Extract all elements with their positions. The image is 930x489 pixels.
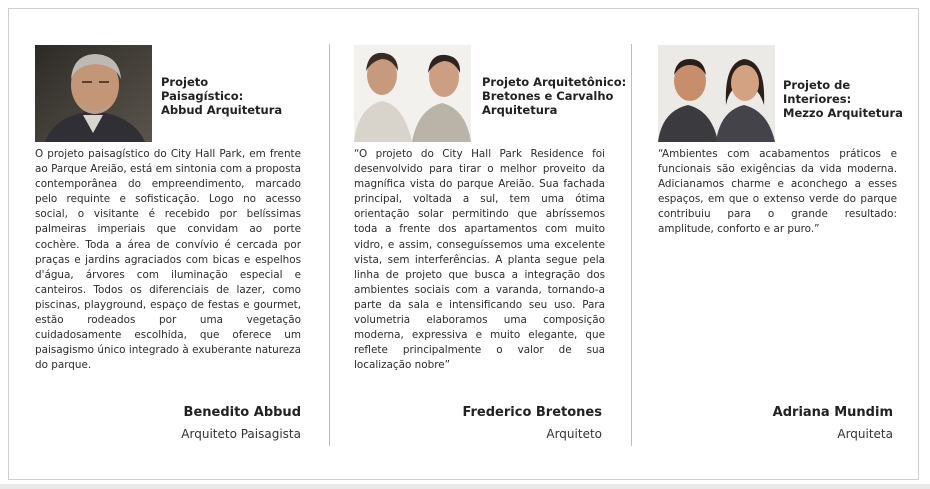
- portrait-adriana-mundim: [658, 45, 775, 142]
- portrait-benedito-abbud: [35, 45, 152, 142]
- column-body-text: “Ambientes com acabamentos práticos e funcionais são exigências da vida moderna. Adicianamos charme e aconchego a esses espaços, em que o extenso verde do parque contribuiu para o grande resultado: amplitude, conforto e ar puro.”: [658, 148, 897, 236]
- signature-role: Arquiteta: [837, 427, 893, 441]
- heading-line: Projeto Arquitetônico:: [482, 75, 627, 89]
- heading-line: Paisagístico:: [161, 89, 244, 103]
- heading-line: Bretones e Carvalho: [482, 89, 614, 103]
- heading-line: Arquitetura: [482, 103, 558, 117]
- heading-line: Projeto de: [783, 78, 851, 92]
- heading-line: Interiores:: [783, 92, 852, 106]
- column-heading: [783, 78, 903, 120]
- signature-name: Frederico Bretones: [462, 405, 602, 420]
- portrait-frederico-bretones: [354, 45, 471, 142]
- bottom-bar: [0, 484, 930, 489]
- column-body-text: O projeto paisagístico do City Hall Park, em frente ao Parque Areião, está em sintonia com a proposta contemporânea do empreendimento, marcado pelo requinte e sofisticação. Logo no acesso social, o visitante é recebido por belíssimas palmeiras imperiais que convidam ao porte cochère. Toda a área de convívio é cercada por praças e jardins agraciados com bicas e espelhos d'água, árvores com iluminação especial e canteiros. Todos os diferenciais de lazer, como piscinas, playground, espaço de festas e gourmet, estão rodeados por uma vegetação cuidadosamente escolhida, que oferece um paisagismo único integrado à exuberante natureza do parque.: [35, 148, 301, 372]
- column-divider: [329, 44, 330, 446]
- column-body-text: “O projeto do City Hall Park Residence foi desenvolvido para tirar o melhor proveito da magnífica vista do parque Areião. Sua fachada principal, voltada a sul, tem uma ótima orientação solar permitindo que abríssemos toda a frente dos apartamentos com muito vidro, e assim, conseguíssemos uma excelente vista, sem interferências. A planta segue pela linha de projeto que busca a integração dos ambientes sociais com a varanda, tornando-a parte da sala e intensificando seu uso. Para volumetria elaboramos uma composição moderna, expressiva e muito elegante, que reflete principalmente o valor de sua localização nobre”: [354, 148, 605, 372]
- heading-line: Mezzo Arquitetura: [783, 106, 903, 120]
- signature-name: Benedito Abbud: [183, 405, 301, 420]
- column-heading: [161, 75, 282, 117]
- column-heading: [482, 75, 626, 117]
- heading-line: Abbud Arquitetura: [161, 103, 283, 117]
- column-divider: [631, 44, 632, 446]
- signature-name: Adriana Mundim: [772, 405, 893, 420]
- heading-line: Projeto: [161, 75, 209, 89]
- signature-role: Arquiteto Paisagista: [181, 427, 301, 441]
- signature-role: Arquiteto: [546, 427, 602, 441]
